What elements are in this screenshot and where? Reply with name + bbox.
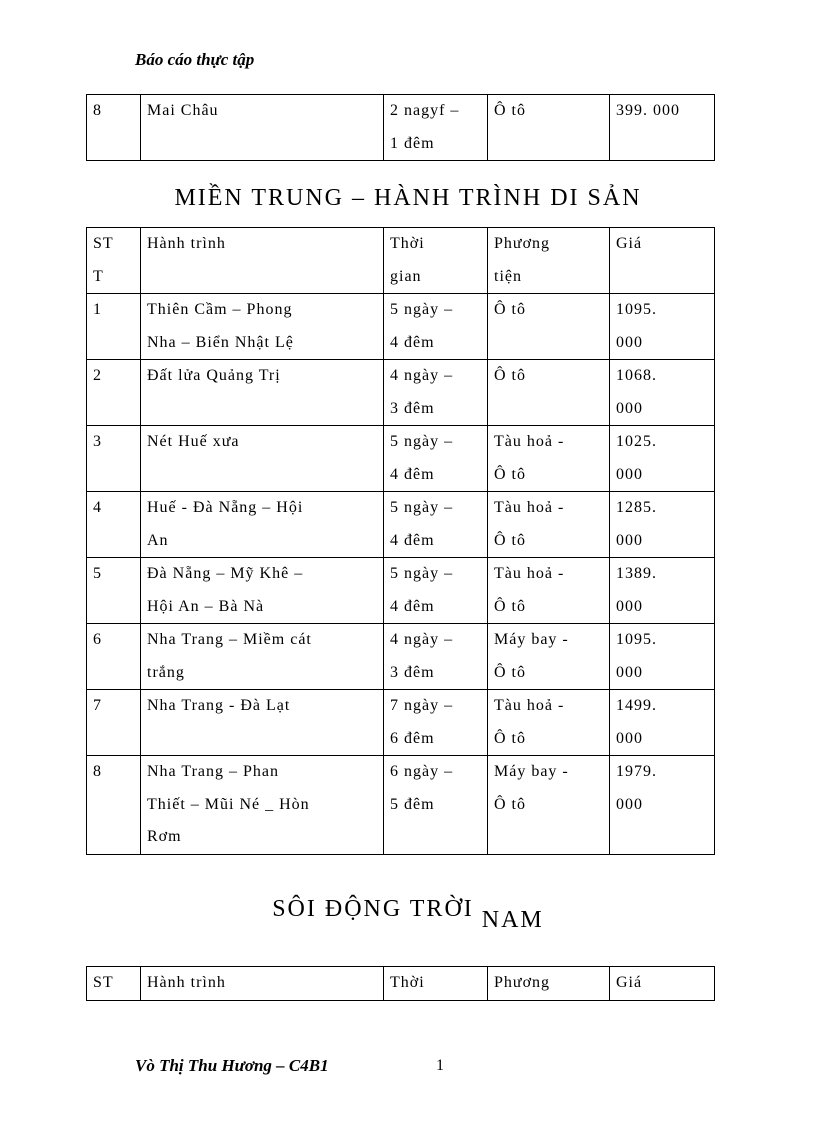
route-line: Nha – Biển Nhật Lệ: [147, 333, 294, 351]
stt-cell: 1: [87, 294, 141, 360]
time-line: 5 ngày –: [390, 433, 454, 450]
transport-cell: [488, 624, 610, 690]
top-continuation-table: [86, 94, 715, 161]
price-line: 000: [616, 531, 643, 549]
header-transport: Phương: [488, 967, 610, 1001]
route-cell: [141, 756, 384, 855]
time-line: 2 nagyf –: [390, 102, 460, 119]
transport-line: Máy bay -: [494, 763, 569, 780]
document-header: Báo cáo thực tập: [135, 50, 255, 69]
table-row: [87, 95, 715, 161]
section-title-main: SÔI ĐỘNG TRỜI: [272, 896, 474, 922]
price-line: 000: [616, 465, 643, 483]
page-number: 1: [436, 1057, 444, 1074]
stt-cell: 3: [87, 426, 141, 492]
price-line: 000: [616, 333, 643, 351]
table-header-row: [87, 967, 715, 1001]
header-time-line: Thời: [390, 235, 425, 252]
table-row: [87, 558, 715, 624]
price-line: 1389.: [616, 565, 657, 582]
time-line: 5 ngày –: [390, 301, 454, 318]
route-line: Nha Trang – Phan: [147, 763, 280, 780]
transport-cell: Ô tô: [488, 95, 610, 161]
route-cell: [141, 624, 384, 690]
header-stt-line: ST: [93, 235, 114, 252]
time-cell: [384, 756, 488, 855]
time-cell: [384, 492, 488, 558]
header-stt-line: T: [93, 267, 104, 285]
stt-cell: 7: [87, 690, 141, 756]
route-line: Nét Huế xưa: [147, 433, 240, 450]
section-title-south: [0, 896, 816, 933]
transport-line: Ô tô: [494, 663, 526, 681]
time-line: 6 đêm: [390, 729, 435, 747]
table-row: [87, 360, 715, 426]
table-row: [87, 756, 715, 855]
time-line: 3 đêm: [390, 399, 435, 417]
stt-cell: 5: [87, 558, 141, 624]
header-stt: [87, 228, 141, 294]
time-line: 6 ngày –: [390, 763, 454, 780]
time-line: 3 đêm: [390, 663, 435, 681]
transport-line: Tàu hoả -: [494, 433, 565, 450]
table-row: [87, 426, 715, 492]
price-line: 000: [616, 729, 643, 747]
transport-cell: [488, 558, 610, 624]
price-line: 1068.: [616, 367, 657, 384]
time-cell: [384, 690, 488, 756]
price-line: 1025.: [616, 433, 657, 450]
transport-cell: Ô tô: [488, 360, 610, 426]
price-line: 000: [616, 795, 643, 813]
price-line: 000: [616, 597, 643, 615]
section-title-sub: NAM: [481, 907, 544, 933]
price-cell: [610, 756, 715, 855]
header-time: [384, 228, 488, 294]
route-cell: [141, 294, 384, 360]
route-line: trắng: [147, 663, 185, 681]
time-cell: [384, 360, 488, 426]
table-header-row: [87, 228, 715, 294]
header-price: Giá: [610, 228, 715, 294]
price-line: 1095.: [616, 301, 657, 318]
table-row: [87, 492, 715, 558]
table-row: [87, 624, 715, 690]
route-cell: Mai Châu: [141, 95, 384, 161]
south-tours-table: [86, 966, 715, 1001]
time-cell: [384, 624, 488, 690]
stt-cell: 6: [87, 624, 141, 690]
transport-line: Ô tô: [494, 729, 526, 747]
time-cell: [384, 294, 488, 360]
route-cell: [141, 690, 384, 756]
route-cell: [141, 426, 384, 492]
price-cell: [610, 690, 715, 756]
price-cell: 399. 000: [610, 95, 715, 161]
route-cell: [141, 492, 384, 558]
header-transport-line: Phương: [494, 235, 551, 252]
time-line: 4 đêm: [390, 465, 435, 483]
time-line: 5 đêm: [390, 795, 435, 813]
transport-line: Tàu hoả -: [494, 697, 565, 714]
time-line: 7 ngày –: [390, 697, 454, 714]
transport-line: Ô tô: [494, 531, 526, 549]
route-line: Nha Trang – Miềm cát: [147, 631, 312, 648]
header-route: Hành trình: [141, 967, 384, 1001]
price-cell: [610, 426, 715, 492]
table-row: [87, 294, 715, 360]
header-stt: ST: [87, 967, 141, 1001]
central-tours-table: [86, 227, 715, 855]
route-line: Thiên Cầm – Phong: [147, 301, 293, 318]
table-row: [87, 690, 715, 756]
price-line: 1979.: [616, 763, 657, 780]
stt-cell: 4: [87, 492, 141, 558]
stt-cell: 8: [87, 95, 141, 161]
header-time-line: gian: [390, 267, 422, 285]
transport-cell: [488, 756, 610, 855]
transport-line: Ô tô: [494, 465, 526, 483]
price-line: 000: [616, 399, 643, 417]
time-line: 4 đêm: [390, 333, 435, 351]
price-line: 000: [616, 663, 643, 681]
route-line: Đà Nẵng – Mỹ Khê –: [147, 565, 304, 582]
transport-cell: [488, 690, 610, 756]
price-cell: [610, 360, 715, 426]
header-transport: [488, 228, 610, 294]
time-cell: [384, 558, 488, 624]
price-line: 1095.: [616, 631, 657, 648]
header-time: Thời: [384, 967, 488, 1001]
route-line: An: [147, 531, 169, 549]
time-line: 5 ngày –: [390, 565, 454, 582]
price-cell: [610, 624, 715, 690]
transport-cell: Ô tô: [488, 294, 610, 360]
header-transport-line: tiện: [494, 267, 522, 285]
price-cell: [610, 294, 715, 360]
time-line: 5 ngày –: [390, 499, 454, 516]
transport-line: Máy bay -: [494, 631, 569, 648]
transport-cell: [488, 426, 610, 492]
transport-line: Tàu hoả -: [494, 499, 565, 516]
transport-line: Ô tô: [494, 597, 526, 615]
route-line: Huế - Đà Nẵng – Hội: [147, 499, 304, 516]
transport-cell: [488, 492, 610, 558]
section-title-central: MIỀN TRUNG – HÀNH TRÌNH DI SẢN: [174, 185, 642, 211]
stt-cell: 8: [87, 756, 141, 855]
time-line: 4 ngày –: [390, 367, 454, 384]
time-line: 1 đêm: [390, 134, 435, 152]
transport-line: Ô tô: [494, 795, 526, 813]
price-cell: [610, 492, 715, 558]
stt-cell: 2: [87, 360, 141, 426]
time-line: 4 ngày –: [390, 631, 454, 648]
price-cell: [610, 558, 715, 624]
route-line: Nha Trang - Đà Lạt: [147, 697, 291, 714]
route-cell: [141, 558, 384, 624]
time-line: 4 đêm: [390, 597, 435, 615]
price-line: 1499.: [616, 697, 657, 714]
route-cell: [141, 360, 384, 426]
price-line: 1285.: [616, 499, 657, 516]
route-line: Hội An – Bà Nà: [147, 597, 265, 615]
route-line: Thiết – Mũi Né _ Hòn: [147, 795, 310, 813]
time-cell: [384, 426, 488, 492]
time-line: 4 đêm: [390, 531, 435, 549]
route-line: Rơm: [147, 828, 182, 845]
footer-author: Vò Thị Thu Hương – C4B1: [135, 1056, 329, 1075]
transport-line: Tàu hoả -: [494, 565, 565, 582]
header-price: Giá: [610, 967, 715, 1001]
header-route: Hành trình: [141, 228, 384, 294]
time-cell: [384, 95, 488, 161]
route-line: Đất lửa Quảng Trị: [147, 367, 281, 384]
